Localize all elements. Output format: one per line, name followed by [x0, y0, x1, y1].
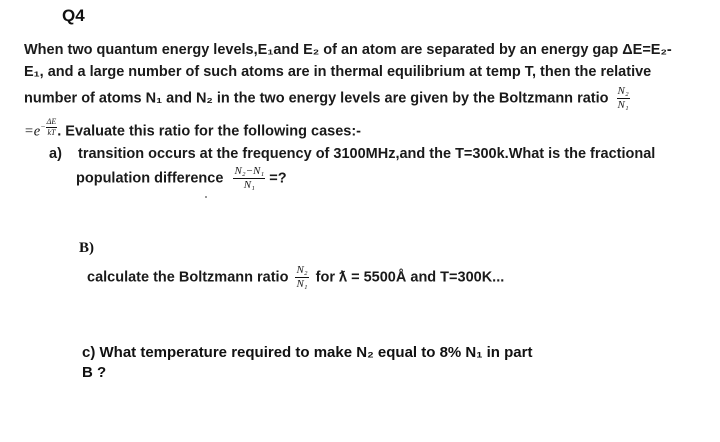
- part-a-frac-numerator: N₂−N₁: [234, 165, 265, 177]
- intro-line-3-text: number of atoms N₁ and N₂ in the two energy levels are given by the Boltzmann ratio: [24, 90, 609, 107]
- exponent-minus: −: [40, 122, 46, 132]
- part-b-frac-numerator: N₂: [296, 264, 308, 276]
- part-c-line-2: B ?: [82, 364, 107, 381]
- equation-prefix: =e: [24, 123, 41, 140]
- part-a-suffix: =?: [269, 170, 287, 187]
- part-a-line-2-text: population difference: [76, 170, 224, 187]
- question-title: Q4: [62, 6, 85, 25]
- part-b-ratio-fraction: [295, 265, 308, 290]
- intro-line-1: When two quantum energy levels,E₁and E₂ of an atom are separated by an energy gap ΔE=E₂-: [24, 42, 672, 58]
- intro-line-2: E₁, and a large number of such atoms are in thermal equilibrium at temp T, then the relative: [24, 64, 652, 80]
- part-a-frac-denominator: N₁: [243, 179, 255, 191]
- part-a-label: a): [49, 146, 62, 162]
- ratio-numerator: N₂: [617, 85, 629, 97]
- equation-line: [24, 118, 361, 140]
- exponent-denominator: kT: [47, 128, 56, 137]
- part-b-text-after: for ƛ = 5500Å and T=300K...: [315, 269, 505, 286]
- part-a-line-2: [76, 166, 287, 191]
- part-a-line-1: transition occurs at the frequency of 3100MHz,and the T=300k.What is the fractional: [78, 146, 656, 162]
- equation-suffix: . Evaluate this ratio for the following cases:-: [57, 123, 361, 140]
- exponent-numerator: ΔE: [46, 117, 57, 126]
- ratio-denominator: N₁: [617, 99, 629, 111]
- population-difference-fraction: [233, 166, 265, 191]
- part-b-line: [87, 265, 504, 290]
- stray-dot: [205, 196, 207, 198]
- boltzmann-ratio-fraction: [617, 86, 630, 111]
- exponent: [40, 118, 57, 137]
- part-b-frac-denominator: N₁: [296, 278, 308, 290]
- part-b-label: B): [79, 240, 94, 256]
- part-b-text-before: calculate the Boltzmann ratio: [87, 269, 289, 286]
- intro-line-3: [24, 86, 630, 111]
- part-c-line-1: c) What temperature required to make N₂ equal to 8% N₁ in part: [82, 344, 533, 361]
- exponent-fraction: [46, 118, 58, 137]
